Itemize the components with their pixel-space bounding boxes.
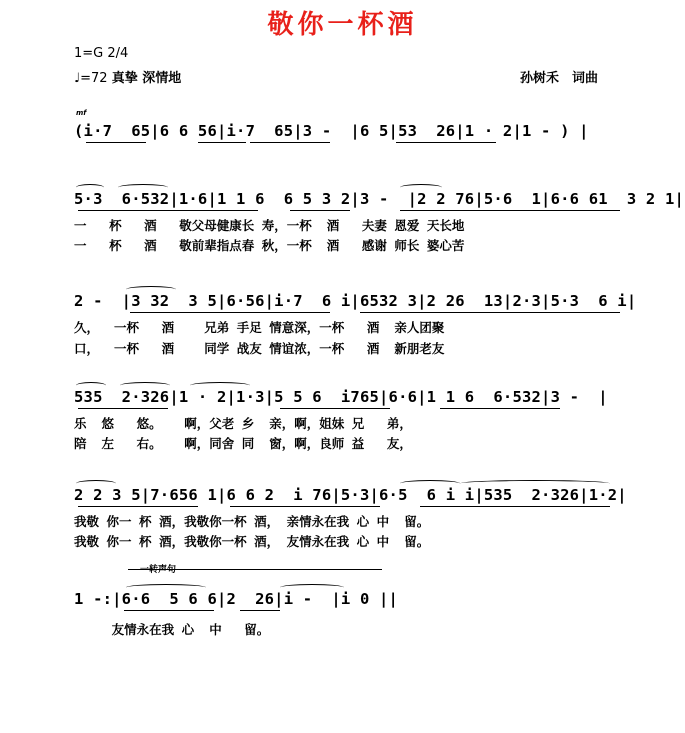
- beam: [420, 506, 610, 507]
- beam: [198, 142, 246, 143]
- beam: [78, 210, 258, 211]
- beam: [78, 408, 168, 409]
- system-4-lyrics-2: 陪 左 右。 啊，同舍 同 窗，啊，良师 益 友，: [74, 436, 412, 451]
- system-6-notes: 1 -:|6·6 5 6 6|2 26|i - |i 0 ||: [74, 590, 399, 608]
- system-3-lyrics-1: 久， 一杯 酒 兄弟 手足 情意深，一杯 酒 亲人团聚: [74, 320, 445, 335]
- slur: [280, 584, 344, 591]
- beam: [290, 210, 350, 211]
- tempo: ♩=72: [74, 71, 108, 86]
- song-title: 敬你一杯酒: [267, 10, 418, 40]
- beam: [250, 142, 330, 143]
- beam: [396, 142, 496, 143]
- slur: [120, 382, 170, 389]
- system-2-lyrics-2: 一 杯 酒 敬前辈指点春 秋，一杯 酒 感谢 师长 婆心苦: [74, 238, 465, 253]
- system-3-notes: 2 - |3 32 3 5|6·56|i·7 6 i|6532 3|2 26 13|2·3|5·3 6 i|: [74, 292, 637, 310]
- slur: [190, 382, 250, 389]
- expression: 真挚 深情地: [111, 71, 182, 86]
- slur: [400, 480, 460, 487]
- beam: [124, 610, 214, 611]
- slur: [76, 480, 116, 487]
- system-4-lyrics-1: 乐 悠 悠。 啊，父老 乡 亲，啊，姐妹 兄 弟，: [74, 416, 412, 431]
- system-1-notes: (i·7 65|6 6 56|i·7 65|3 - |6 5|53 26|1 · 2|1 - ) |: [74, 122, 589, 140]
- slur: [126, 584, 206, 591]
- tempo-mark: [74, 67, 181, 86]
- beam: [230, 506, 380, 507]
- system-5-notes: 2 2 3 5|7·656 1|6 6 2 i 76|5·3|6·5 6 i i|535 2·326|1·2|: [74, 486, 627, 504]
- slur: [400, 184, 442, 191]
- system-5-lyrics-2: 我敬 你一 杯 酒，我敬你一杯 酒， 友情永在我 心 中 留。: [74, 534, 430, 549]
- slur: [126, 286, 176, 293]
- beam: [86, 142, 146, 143]
- beam: [280, 408, 390, 409]
- beam: [78, 506, 198, 507]
- dynamic-mark: mf: [76, 109, 87, 117]
- slur: [460, 480, 610, 487]
- ending-bracket: [128, 569, 382, 570]
- beam: [400, 210, 620, 211]
- system-2-notes: 5·3 6·532|1·6|1 1 6 6 5 3 2|3 - |2 2 76|5·6 1|6·6 61 3 2 1|: [74, 190, 685, 208]
- beam: [360, 312, 620, 313]
- system-3-lyrics-2: 口， 一杯 酒 同学 战友 情谊浓，一杯 酒 新朋老友: [74, 341, 445, 356]
- system-5-lyrics-1: 我敬 你一 杯 酒，我敬你一杯 酒， 亲情永在我 心 中 留。: [74, 514, 430, 529]
- credits: 孙树禾 词曲: [520, 71, 599, 86]
- system-6-lyrics-1: 友情永在我 心 中 留。: [74, 622, 270, 637]
- key-meter: 1=G 2/4: [74, 46, 129, 61]
- slur: [76, 184, 104, 191]
- slur: [118, 184, 168, 191]
- beam: [130, 312, 330, 313]
- beam: [240, 610, 280, 611]
- system-2-lyrics-1: 一 杯 酒 敬父母健康长 寿，一杯 酒 夫妻 恩爱 天长地: [74, 218, 465, 233]
- slur: [76, 382, 106, 389]
- system-4-notes: 535 2·326|1 · 2|1·3|5 5 6 i765|6·6|1 1 6 6·532|3 - |: [74, 388, 608, 406]
- beam: [440, 408, 560, 409]
